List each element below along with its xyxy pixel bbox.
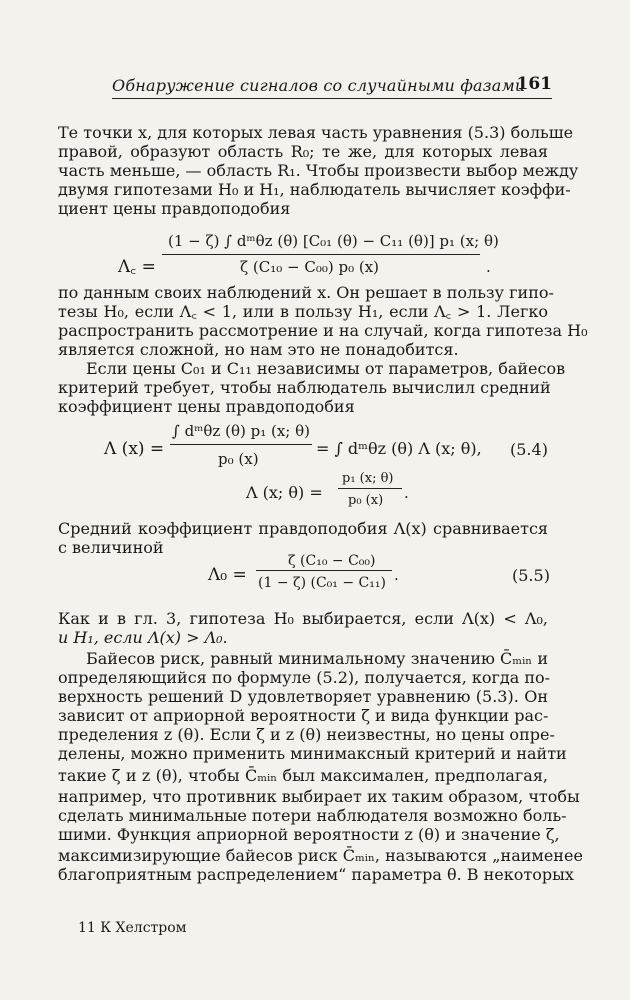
text-line: например, что противник выбирает их таким образом, чтобы <box>58 787 580 806</box>
equation-numerator: (1 − ζ) ∫ dᵐθz (θ) [C₀₁ (θ) − C₁₁ (θ)] p₁ (x; θ) <box>168 232 499 250</box>
text-line: Те точки x, для которых левая часть уравнения (5.3) больше <box>58 123 574 142</box>
text-line: тезы H₀, если Λ꜀ < 1, или в пользу H₁, если Λ꜀ > 1. Легко <box>58 302 548 321</box>
text-line: правой, образуют область R₀; те же, для которых левая <box>58 142 548 161</box>
text-line: по данным своих наблюдений x. Он решает в пользу гипо- <box>58 283 554 302</box>
equation-numerator: ∫ dᵐθz (θ) p₁ (x; θ) <box>172 422 310 440</box>
equation-rhs: = ∫ dᵐθz (θ) Λ (x; θ), <box>316 439 482 458</box>
text-line: Байесов риск, равный минимальному значению C̄ₘᵢₙ и <box>86 649 548 668</box>
text-line: с величиной <box>58 538 164 557</box>
text-line: и H₁, если Λ(x) > Λ₀. <box>58 628 228 647</box>
text-line: Средний коэффициент правдоподобия Λ(x) сравнивается <box>58 519 548 538</box>
text-line: циент цены правдоподобия <box>58 199 291 218</box>
text-line: зависит от априорной вероятности ζ и вида функции рас- <box>58 706 549 725</box>
running-head <box>112 72 552 99</box>
text-line: верхность решений D удовлетворяет уравнению (5.3). Он <box>58 687 548 706</box>
fraction-bar <box>162 254 480 255</box>
equation-tail: . <box>404 484 409 502</box>
equation-lhs: Λ₀ = <box>208 565 247 585</box>
equation-number: (5.4) <box>510 440 548 459</box>
fraction-bar <box>338 488 402 489</box>
equation-denominator: ζ (C₁₀ − C₀₀) p₀ (x) <box>240 258 380 276</box>
equation-number: (5.5) <box>512 566 550 585</box>
equation-lhs: Λ (x; θ) = <box>246 483 323 502</box>
text-line: Как и в гл. 3, гипотеза H₀ выбирается, если Λ(x) < Λ₀, <box>58 609 548 628</box>
text-line: максимизирующие байесов риск C̄ₘᵢₙ, называются „наименее <box>58 846 583 865</box>
equation-lhs: Λ (x) = <box>104 439 165 459</box>
running-title: Обнаружение сигналов со случайными фазами <box>112 76 526 95</box>
equation-denominator: p₀ (x) <box>218 450 259 468</box>
text-line: определяющийся по формуле (5.2), получается, когда по- <box>58 668 551 687</box>
equation-tail: . <box>394 566 399 584</box>
text-line: такие ζ и z (θ), чтобы C̄ₘᵢₙ был максимален, предполагая, <box>58 766 548 785</box>
text-line: распространить рассмотрение и на случай, когда гипотеза H₀ <box>58 321 588 340</box>
equation-denominator: p₀ (x) <box>348 493 384 508</box>
text-line: коэффициент цены правдоподобия <box>58 397 355 416</box>
text-line: пределения z (θ). Если ζ и z (θ) неизвестны, но цены опре- <box>58 725 555 744</box>
text-line: шими. Функция априорной вероятности z (θ) и значение ζ, <box>58 825 560 844</box>
equation-tail: . <box>486 258 491 276</box>
text-line: критерий требует, чтобы наблюдатель вычислил средний <box>58 378 551 397</box>
text-line: является сложной, но нам это не понадобится. <box>58 340 459 359</box>
equation-lhs: Λ꜀ = <box>118 257 156 277</box>
fraction-bar <box>170 444 312 445</box>
text-line: часть меньше, — область R₁. Чтобы произвести выбор между <box>58 161 579 180</box>
equation-numerator: ζ (C₁₀ − C₀₀) <box>288 553 376 569</box>
page-number: 161 <box>516 74 552 94</box>
footer-signature: 11 К Хелстром <box>78 920 187 936</box>
text-line: делены, можно применить минимаксный критерий и найти <box>58 744 567 763</box>
equation-denominator: (1 − ζ) (C₀₁ − C₁₁) <box>258 575 386 591</box>
fraction-bar <box>256 570 392 571</box>
text-line: благоприятным распределением“ параметра θ. В некоторых <box>58 865 574 884</box>
text-line: сделать минимальные потери наблюдателя возможно боль- <box>58 806 567 825</box>
text-line: двумя гипотезами H₀ и H₁, наблюдатель вычисляет коэффи- <box>58 180 571 199</box>
equation-numerator: p₁ (x; θ) <box>342 471 394 486</box>
text-line: Если цены C₀₁ и C₁₁ независимы от параметров, байесов <box>86 359 566 378</box>
